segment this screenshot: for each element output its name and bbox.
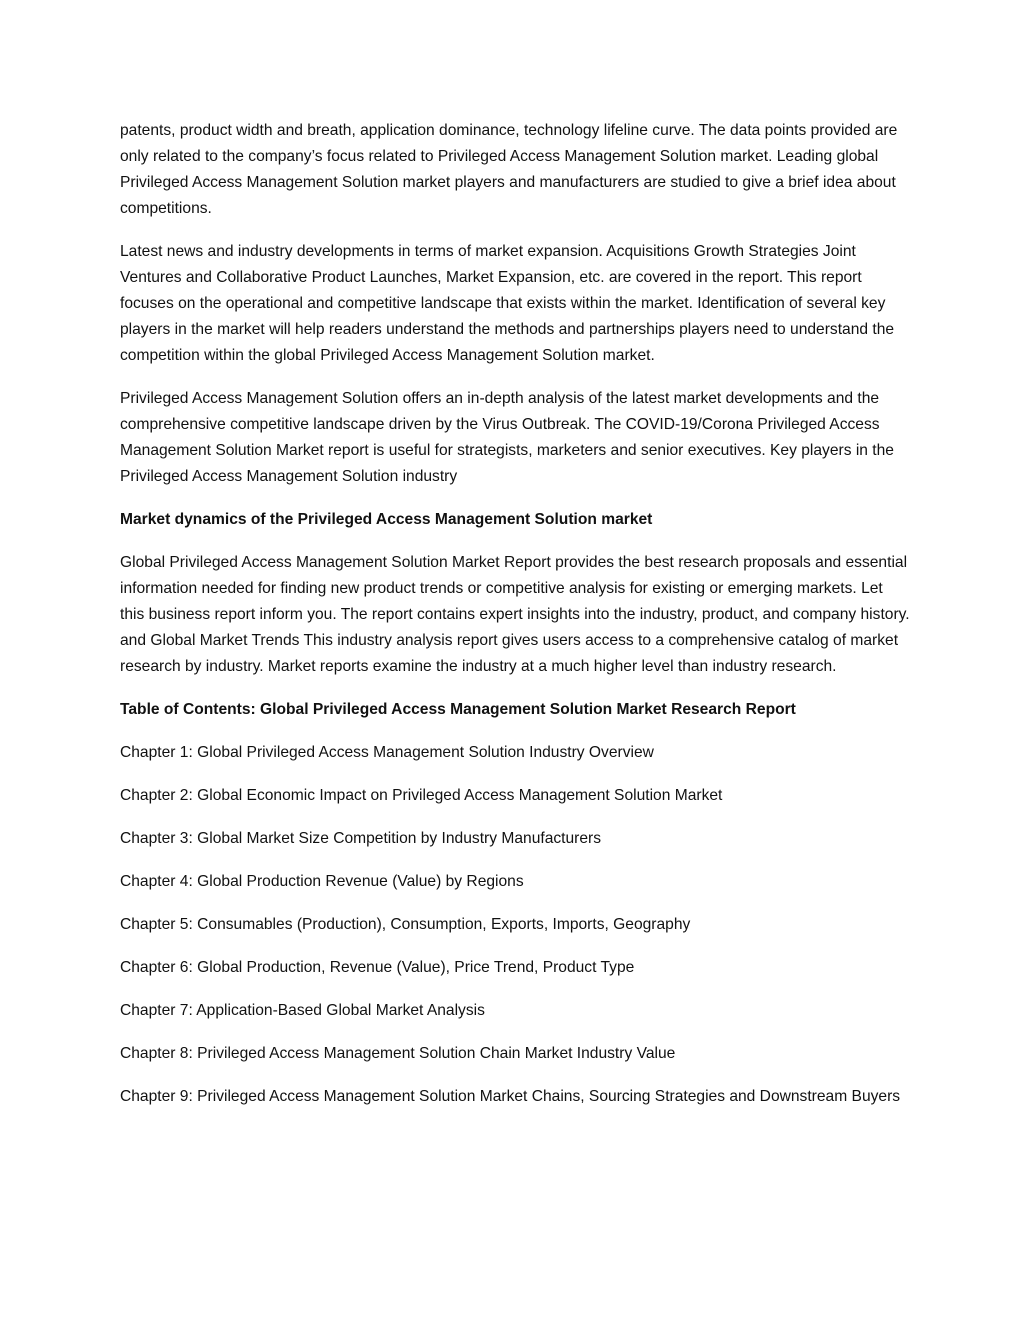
paragraph-competitor-data: patents, product width and breath, application dominance, technology lifeline curve. The data points provided are only related to the company’s focus related to Privileged Access Management Solution market. Leading global Privileged Access Management Solution market players and manufacturers are studied to give a brief idea about competitions. <box>120 122 898 217</box>
toc-chapter-7: Chapter 7: Application-Based Global Market Analysis <box>120 1002 485 1019</box>
paragraph-market-dynamics: Global Privileged Access Management Solution Market Report provides the best research proposals and essential information needed for finding new product trends or competitive analysis for existing or emerging markets. Let this business report inform you. The report contains expert insights into the industry, product, and company history. and Global Market Trends This industry analysis report gives users access to a comprehensive catalog of market research by industry. Market reports examine the industry at a much higher level than industry research. <box>120 554 910 675</box>
toc-chapter-4: Chapter 4: Global Production Revenue (Value) by Regions <box>120 873 524 890</box>
toc-chapter-8: Chapter 8: Privileged Access Management Solution Chain Market Industry Value <box>120 1045 676 1062</box>
table-of-contents-list <box>120 740 910 1110</box>
toc-chapter-2: Chapter 2: Global Economic Impact on Privileged Access Management Solution Market <box>120 787 723 804</box>
toc-chapter-6: Chapter 6: Global Production, Revenue (Value), Price Trend, Product Type <box>120 959 635 976</box>
toc-chapter-5: Chapter 5: Consumables (Production), Consumption, Exports, Imports, Geography <box>120 916 691 933</box>
document-page <box>120 118 910 1127</box>
toc-chapter-3: Chapter 3: Global Market Size Competition by Industry Manufacturers <box>120 830 602 847</box>
paragraph-covid-analysis: Privileged Access Management Solution offers an in-depth analysis of the latest market developments and the comprehensive competitive landscape driven by the Virus Outbreak. The COVID-19/Corona Privileged Access Management Solution Market report is useful for strategists, marketers and senior executives. Key players in the Privileged Access Management Solution industry <box>120 390 894 485</box>
paragraph-industry-news: Latest news and industry developments in terms of market expansion. Acquisitions Growth Strategies Joint Ventures and Collaborative Product Launches, Market Expansion, etc. are covered in the report. This report focuses on the operational and competitive landscape that exists within the market. Identification of several key players in the market will help readers understand the methods and partnerships players need to understand the competition within the global Privileged Access Management Solution market. <box>120 243 895 364</box>
toc-chapter-1: Chapter 1: Global Privileged Access Management Solution Industry Overview <box>120 744 654 761</box>
heading-market-dynamics: Market dynamics of the Privileged Access Management Solution market <box>120 511 653 528</box>
toc-chapter-9: Chapter 9: Privileged Access Management Solution Market Chains, Sourcing Strategies and Downstream Buyers <box>120 1088 901 1105</box>
heading-table-of-contents: Table of Contents: Global Privileged Access Management Solution Market Research Report <box>120 701 796 718</box>
